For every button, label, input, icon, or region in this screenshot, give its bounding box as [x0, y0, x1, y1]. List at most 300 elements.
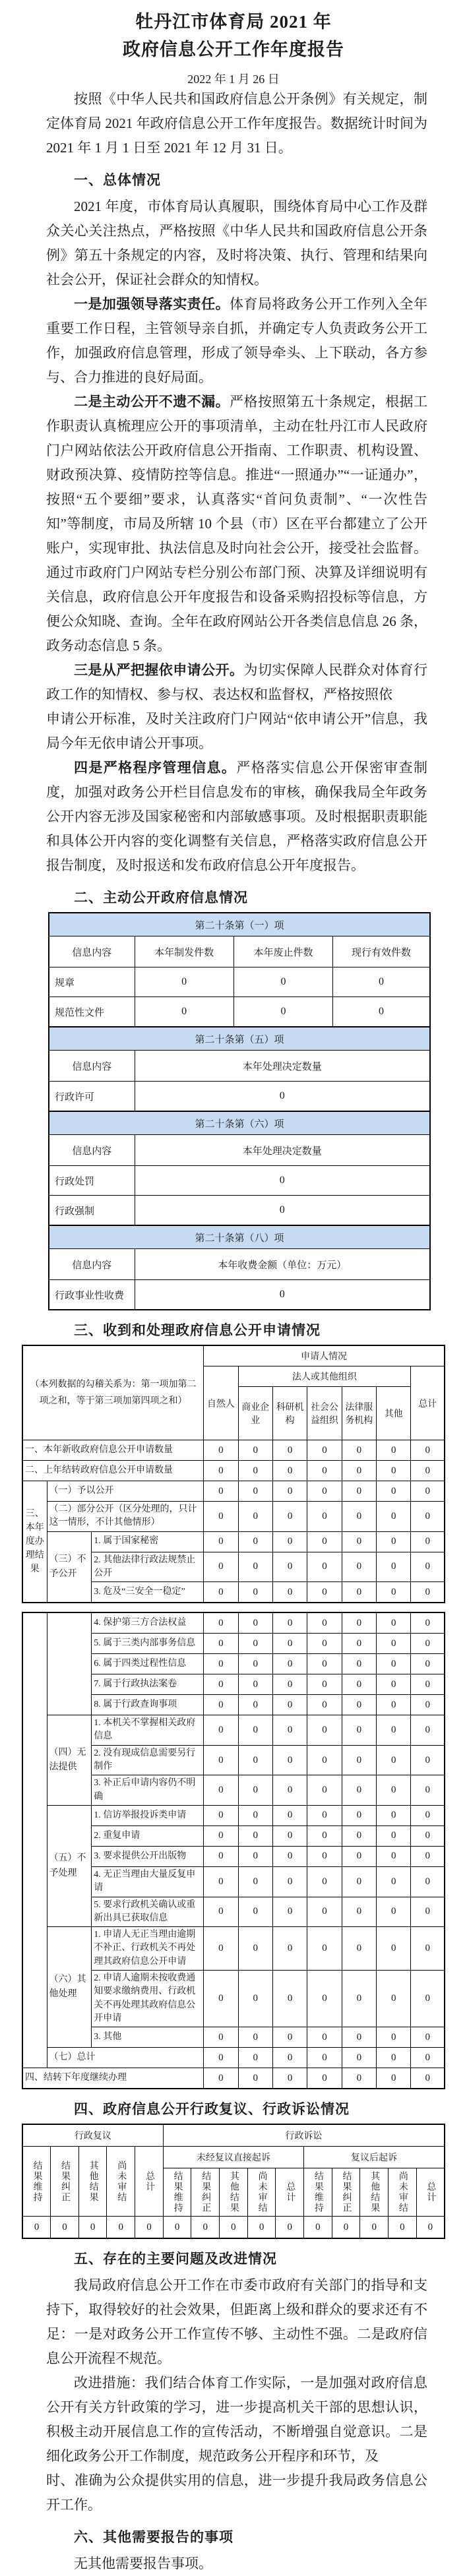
value-cell: 0	[238, 2068, 272, 2089]
value-cell: 0	[233, 997, 332, 1027]
column-header: 总计	[276, 2168, 304, 2217]
column-header: 现行有效件数	[333, 936, 430, 967]
value-cell: 0	[238, 1612, 272, 1634]
paragraph-text: 体育局将政务公开工作列入全年重要工作日程，主管领导亲自抓，并确定专人负责政务公开工作，加强政府信息管理，形成了领导牵头、上下联动，各方参与、合力推进的良好局面。	[46, 296, 428, 385]
group-label: 三、本年度办理结果	[22, 1481, 47, 1603]
table-row	[22, 1481, 445, 1502]
value-cell: 0	[233, 967, 332, 997]
row-label: 2. 重复申请	[92, 1825, 204, 1846]
column-header: 总计	[411, 1366, 445, 1440]
value-cell: 0	[307, 1971, 342, 2027]
value-cell: 0	[411, 1582, 445, 1603]
column-header: 信息内容	[49, 1135, 135, 1166]
value-cell: 0	[238, 1846, 272, 1866]
value-cell: 0	[377, 1634, 411, 1654]
value-cell: 0	[411, 1866, 445, 1897]
table-row	[49, 1051, 430, 1082]
value-cell: 0	[272, 1971, 307, 2027]
value-cell: 0	[389, 2217, 417, 2239]
requests-table-part1	[22, 1345, 445, 1603]
value-cell: 0	[204, 1927, 238, 1971]
value-cell: 0	[204, 1715, 238, 1746]
table-row	[49, 997, 430, 1027]
section5-paragraph-2: 改进措施：我们结合体育工作实际，一是加强对政府信息公开有关方针政策的学习，进一步提高机关干部的思想认识，积极主动开展信息工作的宣传活动，不断增强自觉意识。二是细化政务公开工作制度，规范政务公开程序和环节，及	[46, 2375, 427, 2465]
value-cell: 0	[204, 1866, 238, 1897]
value-cell: 0	[342, 1461, 376, 1481]
value-cell: 0	[377, 1715, 411, 1746]
section3-heading: 三、收到和处理政府信息公开申请情况	[74, 1323, 321, 1338]
table-band: 第二十条第（一）项	[49, 913, 430, 936]
value-cell: 0	[411, 1552, 445, 1582]
row-label: 四、结转下年度继续办理	[22, 2068, 204, 2089]
table-row	[22, 1502, 445, 1532]
value-cell: 0	[411, 2048, 445, 2068]
row-label: 3. 危及“三安全一稳定”	[92, 1582, 204, 1603]
value-cell: 0	[272, 1582, 307, 1603]
table-row	[22, 2048, 445, 2068]
section5-paragraph-2-continued: 时、准确为公众提供实用的信息，进一步提升我局政务信息公开工作。	[46, 2472, 427, 2513]
column-header: 本年处理决定数量	[135, 1051, 430, 1082]
value-cell: 0	[135, 1196, 430, 1226]
value-cell: 0	[411, 1805, 445, 1825]
value-cell: 0	[204, 2048, 238, 2068]
value-cell: 0	[342, 1866, 376, 1897]
value-cell: 0	[411, 1440, 445, 1461]
value-cell: 0	[342, 1531, 376, 1552]
row-label: （二）部分公开（区分处理的，只计这一情形，不计其他情形）	[47, 1502, 204, 1532]
value-cell: 0	[411, 1502, 445, 1532]
value-cell: 0	[204, 1612, 238, 1634]
row-label: 一、本年新收政府信息公开申请数量	[22, 1440, 204, 1461]
value-cell: 0	[272, 1775, 307, 1806]
row-label: 规章	[49, 967, 135, 997]
value-cell: 0	[272, 1612, 307, 1634]
value-cell: 0	[342, 1927, 376, 1971]
value-cell: 0	[238, 1634, 272, 1654]
value-cell: 0	[238, 1502, 272, 1532]
value-cell: 0	[272, 2027, 307, 2048]
section1-heading: 一、总体情况	[74, 173, 161, 188]
table-row	[49, 1135, 430, 1166]
table-row	[22, 1461, 445, 1481]
group-label: （六）其他处理	[47, 1927, 92, 2048]
paragraph-lead: 一是加强领导落实责任。	[74, 296, 230, 312]
table-row	[22, 1345, 445, 1366]
value-cell: 0	[307, 1531, 342, 1552]
value-cell: 0	[272, 1674, 307, 1695]
value-cell: 0	[342, 1775, 376, 1806]
value-cell: 0	[238, 1927, 272, 1971]
column-header: 社会公益组织	[307, 1387, 342, 1440]
row-label: 行政强制	[49, 1196, 135, 1226]
value-cell: 0	[204, 1745, 238, 1775]
value-cell: 0	[377, 1971, 411, 2027]
value-cell: 0	[272, 1695, 307, 1715]
value-cell: 0	[238, 2048, 272, 2068]
value-cell: 0	[307, 2068, 342, 2089]
value-cell: 0	[411, 2068, 445, 2089]
value-cell: 0	[377, 1695, 411, 1715]
value-cell: 0	[204, 1897, 238, 1927]
value-cell: 0	[342, 1745, 376, 1775]
column-header: 信息内容	[49, 1249, 135, 1280]
value-cell: 0	[220, 2217, 248, 2239]
value-cell: 0	[135, 967, 233, 997]
section1-paragraph-2	[46, 292, 427, 390]
value-cell: 0	[204, 1971, 238, 2027]
paragraph-lead: 二是主动公开不遗不漏。	[74, 394, 230, 410]
value-cell: 0	[204, 1775, 238, 1806]
column-header: 结果纠正	[51, 2147, 79, 2217]
column-header: 尚未审结	[389, 2168, 417, 2217]
row-label: 1. 申请人无正当理由逾期不补正、行政机关不再处理其政府信息公开申请	[92, 1927, 204, 1971]
value-cell: 0	[204, 1582, 238, 1603]
value-cell: 0	[342, 1502, 376, 1532]
value-cell: 0	[238, 1971, 272, 2027]
value-cell: 0	[307, 1634, 342, 1654]
value-cell: 0	[411, 1825, 445, 1846]
value-cell: 0	[307, 1552, 342, 1582]
value-cell: 0	[342, 1634, 376, 1654]
value-cell: 0	[204, 1440, 238, 1461]
value-cell: 0	[377, 2048, 411, 2068]
value-cell: 0	[272, 1634, 307, 1654]
value-cell: 0	[78, 2217, 107, 2239]
table-page-break	[0, 1603, 467, 1612]
row-label: 1. 属于国家秘密	[92, 1531, 204, 1552]
value-cell: 0	[272, 1654, 307, 1674]
value-cell: 0	[377, 1440, 411, 1461]
value-cell: 0	[272, 1846, 307, 1866]
value-cell: 0	[377, 1481, 411, 1502]
section5-paragraph-1: 我局政府信息公开工作在市委市政府有关部门的指导和支持下，取得较好的社会效果，但距离上级和群众的要求还有不足：一是对政务公开工作宣传不够、主动性不强。二是政府信息公开流程不规范。	[46, 2277, 427, 2367]
column-header: 信息内容	[49, 1051, 135, 1082]
row-label: 行政事业性收费	[49, 1280, 135, 1310]
column-header: 总计	[135, 2147, 164, 2217]
value-cell: 0	[307, 1502, 342, 1532]
value-cell: 0	[276, 2217, 304, 2239]
column-header: 本年收费金额（单位：万元）	[135, 1249, 430, 1280]
value-cell: 0	[377, 1825, 411, 1846]
value-cell: 0	[272, 1745, 307, 1775]
table-row	[49, 936, 430, 967]
article20-item6-table	[48, 1111, 431, 1226]
table-row	[49, 913, 430, 936]
value-cell: 0	[411, 1481, 445, 1502]
value-cell: 0	[238, 1582, 272, 1603]
value-cell: 0	[238, 1440, 272, 1461]
row-label: 3. 补正后申请内容仍不明确	[92, 1775, 204, 1806]
table-row	[49, 1196, 430, 1226]
value-cell: 0	[272, 1481, 307, 1502]
value-cell: 0	[342, 1805, 376, 1825]
table-row	[49, 1027, 430, 1051]
column-header: 结果维持	[304, 2168, 332, 2217]
value-cell: 0	[135, 1280, 430, 1310]
row-label: 2. 其他法律行政法规禁止公开	[92, 1552, 204, 1582]
row-label: 规范性文件	[49, 997, 135, 1027]
value-cell: 0	[342, 1481, 376, 1502]
value-cell: 0	[51, 2217, 79, 2239]
report-date: 2022 年 1 月 26 日	[187, 73, 280, 86]
value-cell: 0	[238, 1695, 272, 1715]
article20-item1-table	[48, 912, 431, 1027]
table-row	[49, 1280, 430, 1310]
row-label: 7. 属于行政执法案卷	[92, 1674, 204, 1695]
value-cell: 0	[204, 1846, 238, 1866]
column-header: 行政诉讼	[163, 2124, 445, 2147]
value-cell: 0	[204, 1481, 238, 1502]
column-header: 其他结果	[220, 2168, 248, 2217]
value-cell: 0	[411, 1634, 445, 1654]
table-row	[22, 1715, 445, 1746]
row-label: （一）予以公开	[47, 1481, 204, 1502]
value-cell: 0	[135, 2217, 164, 2239]
value-cell: 0	[342, 1440, 376, 1461]
value-cell: 0	[411, 1612, 445, 1634]
row-label: 2. 申请人逾期未按收费通知要求缴纳费用、行政机关不再处理其政府信息公开申请	[92, 1971, 204, 2027]
value-cell: 0	[238, 1481, 272, 1502]
value-cell: 0	[342, 2027, 376, 2048]
value-cell: 0	[238, 1745, 272, 1775]
table-row	[22, 1440, 445, 1461]
table-row	[22, 2124, 445, 2147]
column-header: 商业企业	[238, 1387, 272, 1440]
value-cell: 0	[377, 1552, 411, 1582]
section5-heading: 五、存在的主要问题及改进情况	[74, 2252, 277, 2267]
value-cell: 0	[307, 1805, 342, 1825]
value-cell: 0	[22, 2217, 51, 2239]
value-cell: 0	[272, 1805, 307, 1825]
column-header: 其他	[377, 1387, 411, 1440]
table-row	[22, 1927, 445, 1971]
value-cell: 0	[204, 1502, 238, 1532]
value-cell: 0	[411, 1775, 445, 1806]
value-cell: 0	[204, 2068, 238, 2089]
value-cell: 0	[307, 1927, 342, 1971]
paragraph-lead: 四是严格程序管理信息。	[74, 760, 237, 776]
column-header: 信息内容	[49, 936, 135, 967]
column-header: 结果纠正	[191, 2168, 220, 2217]
paragraph-text: 严格按照第五十条规定，根据工作职责认真梳理应公开的事项清单，主动在牡丹江市人民政府门户网站依法公开政府信息公开指南、工作职责、机构设置、财政预决算、疫情防控等信息。推进“一照通办”“一证通办”，按照“五个要细”要求，认真落实“首问负责制”、“一次性告知”等制度，市局及所辖 10 个县（市）区在平台都建立了公开账户，实现审批、执法信息及时向社会公开，接受社会监督。通过市政府门户网站专栏分别公布部门预、决算及详细说明有关信息，政府信息公开年度报告和设备采购招投标等信息，方便公众知晓、查询。全年在政府网站公开各类信息信息 26 条，政务动态信息 5 条。	[46, 394, 428, 654]
value-cell: 0	[272, 1552, 307, 1582]
value-cell: 0	[272, 1440, 307, 1461]
value-cell: 0	[135, 1166, 430, 1196]
value-cell: 0	[135, 997, 233, 1027]
value-cell: 0	[272, 1461, 307, 1481]
value-cell: 0	[238, 2027, 272, 2048]
value-cell: 0	[411, 1531, 445, 1552]
value-cell: 0	[411, 1674, 445, 1695]
column-header: 总计	[416, 2168, 445, 2217]
value-cell: 0	[342, 1715, 376, 1746]
column-header: 科研机构	[272, 1387, 307, 1440]
value-cell: 0	[377, 1502, 411, 1532]
section6-heading: 六、其他需要报告的事项	[74, 2530, 233, 2546]
section1-paragraph-3	[46, 390, 427, 658]
value-cell: 0	[342, 2068, 376, 2089]
value-cell: 0	[238, 1775, 272, 1806]
value-cell: 0	[377, 1674, 411, 1695]
proactive-disclosure-tables	[48, 912, 431, 1310]
row-label: 3. 要求提供公开出版物	[92, 1846, 204, 1866]
value-cell: 0	[307, 1715, 342, 1746]
value-cell: 0	[307, 1674, 342, 1695]
value-cell: 0	[238, 1654, 272, 1674]
value-cell: 0	[307, 1461, 342, 1481]
value-cell: 0	[307, 2048, 342, 2068]
value-cell: 0	[204, 1461, 238, 1481]
value-cell: 0	[307, 1440, 342, 1461]
value-cell: 0	[307, 1745, 342, 1775]
value-cell: 0	[333, 997, 430, 1027]
column-header: 尚未审结	[107, 2147, 135, 2217]
value-cell: 0	[342, 1582, 376, 1603]
value-cell: 0	[333, 967, 430, 997]
value-cell: 0	[238, 1805, 272, 1825]
requests-table-part2	[22, 1612, 445, 2089]
row-label: 1. 信访举报投诉类申请	[92, 1805, 204, 1825]
value-cell: 0	[307, 1481, 342, 1502]
value-cell: 0	[204, 1674, 238, 1695]
table-band: 第二十条第（五）项	[49, 1027, 430, 1051]
value-cell: 0	[377, 1927, 411, 1971]
row-label: 行政许可	[49, 1082, 135, 1112]
value-cell: 0	[377, 2068, 411, 2089]
group-label: （三）不予公开	[47, 1531, 92, 1603]
value-cell: 0	[307, 1897, 342, 1927]
value-cell: 0	[342, 1971, 376, 2027]
value-cell: 0	[360, 2217, 389, 2239]
paragraph-lead: 三是从严把握依申请公开。	[74, 662, 244, 678]
value-cell: 0	[377, 1775, 411, 1806]
row-label: 4. 保护第三方合法权益	[92, 1612, 204, 1634]
table-row	[22, 2217, 445, 2239]
review-litigation-table	[22, 2124, 445, 2239]
row-label: 4. 无正当理由大量反复申请	[92, 1866, 204, 1897]
value-cell: 0	[272, 1897, 307, 1927]
value-cell: 0	[307, 1866, 342, 1897]
value-cell: 0	[204, 2027, 238, 2048]
value-cell: 0	[307, 1654, 342, 1674]
row-label: 5. 属于三类内部事务信息	[92, 1634, 204, 1654]
section6-paragraph-1: 无其他需要报告事项。	[74, 2556, 212, 2572]
value-cell: 0	[307, 2027, 342, 2048]
value-cell: 0	[416, 2217, 445, 2239]
group-label	[47, 1612, 92, 1715]
value-cell: 0	[377, 1805, 411, 1825]
column-header: 其他结果	[78, 2147, 107, 2217]
value-cell: 0	[204, 1825, 238, 1846]
value-cell: 0	[377, 1654, 411, 1674]
value-cell: 0	[238, 1674, 272, 1695]
value-cell: 0	[377, 1582, 411, 1603]
row-label: 6. 属于四类过程性信息	[92, 1654, 204, 1674]
column-header: 申请人情况	[204, 1345, 445, 1366]
table-row	[22, 2068, 445, 2089]
row-label: 1. 本机关不掌握相关政府信息	[92, 1715, 204, 1746]
value-cell: 0	[272, 1531, 307, 1552]
table-row	[49, 1166, 430, 1196]
report-title	[0, 8, 467, 63]
column-header: 自然人	[204, 1366, 238, 1440]
value-cell: 0	[272, 1866, 307, 1897]
table-band: 第二十条第（六）项	[49, 1111, 430, 1135]
value-cell: 0	[238, 1897, 272, 1927]
column-header: 尚未审结	[247, 2168, 276, 2217]
value-cell: 0	[238, 1825, 272, 1846]
value-cell: 0	[377, 2027, 411, 2048]
value-cell: 0	[191, 2217, 220, 2239]
value-cell: 0	[238, 1715, 272, 1746]
value-cell: 0	[342, 1695, 376, 1715]
value-cell: 0	[411, 1846, 445, 1866]
section2-heading: 二、主动公开政府信息情况	[74, 890, 248, 905]
row-label: 5. 要求行政机关确认或重新出具已获取信息	[92, 1897, 204, 1927]
table-row	[49, 1249, 430, 1280]
table-row	[22, 1612, 445, 1634]
value-cell: 0	[411, 1654, 445, 1674]
paragraph-text: 严格落实信息公开保密审查制度，加强对政务公开栏目信息发布的审核，确保我局全年政务公开内容无涉及国家秘密和内部敏感事项。及时根据职责职能和具体公开内容的变化调整有关信息，严格落实政府信息公开报告制度，及时报送和发布政府信息公开年度报告。	[46, 760, 428, 873]
value-cell: 0	[238, 1866, 272, 1897]
value-cell: 0	[307, 1846, 342, 1866]
column-header: 未经复议直接起诉	[163, 2147, 303, 2168]
section1-paragraph-1: 2021 年度，市体育局认真履职，围绕体育局中心工作及群众关心关注热点，严格按照《中华人民共和国政府信息公开条例》第五十条规定的内容，及时将决策、执行、管理和结果向社会公开，保证社会群众的知情权。	[46, 199, 427, 288]
section1-paragraph-4	[46, 658, 427, 707]
value-cell: 0	[377, 1531, 411, 1552]
table-note: （本列数据的勾稽关系为：第一项加第二项之和，等于第三项加第四项之和）	[22, 1345, 204, 1440]
value-cell: 0	[332, 2217, 360, 2239]
row-label: 二、上年结转政府信息公开申请数量	[22, 1461, 204, 1481]
row-label: （七）总计	[47, 2048, 204, 2068]
value-cell: 0	[411, 1745, 445, 1775]
report-title-line1: 牡丹江市体育局 2021 年	[135, 12, 332, 32]
section4-heading: 四、政府信息公开行政复议、行政诉讼情况	[74, 2102, 350, 2118]
row-label: 8. 属于行政查询事项	[92, 1695, 204, 1715]
value-cell: 0	[377, 1612, 411, 1634]
column-header: 本年处理决定数量	[135, 1135, 430, 1166]
value-cell: 0	[272, 2048, 307, 2068]
column-header: 结果维持	[22, 2147, 51, 2217]
column-header: 结果维持	[163, 2168, 191, 2217]
value-cell: 0	[307, 1695, 342, 1715]
section1-paragraph-5	[46, 756, 427, 878]
value-cell: 0	[411, 1715, 445, 1746]
value-cell: 0	[411, 1461, 445, 1481]
table-band: 第二十条第（八）项	[49, 1225, 430, 1249]
value-cell: 0	[307, 1582, 342, 1603]
group-label: （五）不予处理	[47, 1805, 92, 1926]
value-cell: 0	[238, 1552, 272, 1582]
column-header: 法人或其他组织	[238, 1366, 411, 1387]
value-cell: 0	[342, 1846, 376, 1866]
value-cell: 0	[342, 1897, 376, 1927]
value-cell: 0	[342, 1552, 376, 1582]
value-cell: 0	[272, 2068, 307, 2089]
paragraph-text: 为切实保障人民群众对体育行政工作的知情权、参与权、表达权和监督权，严格按照依	[46, 662, 427, 702]
report-title-line2: 政府信息公开工作年度报告	[123, 40, 344, 59]
section1-paragraph-4-continued: 申请公开标准，及时关注政府门户网站“依申请公开”信息，我局今年无依申请公开事项。	[46, 711, 427, 751]
value-cell: 0	[411, 1927, 445, 1971]
value-cell: 0	[204, 1552, 238, 1582]
value-cell: 0	[342, 2048, 376, 2068]
column-header: 复议后起诉	[304, 2147, 445, 2168]
value-cell: 0	[307, 1612, 342, 1634]
value-cell: 0	[304, 2217, 332, 2239]
value-cell: 0	[342, 1825, 376, 1846]
table-row	[49, 1082, 430, 1112]
value-cell: 0	[411, 2027, 445, 2048]
